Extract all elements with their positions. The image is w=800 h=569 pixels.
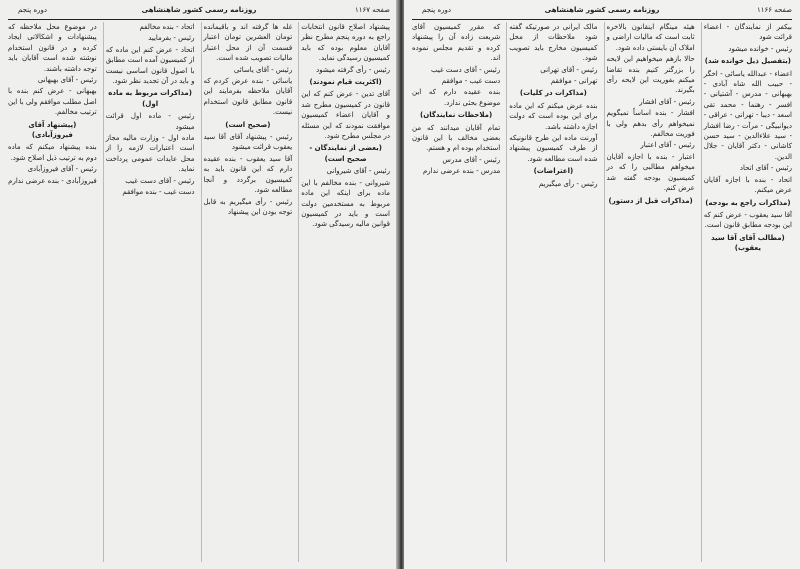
section-heading: (اکثریت قیام نمودند) (309, 78, 382, 87)
paragraph: شیروانی - بنده مخالفم با این ماده برای اینکه این ماده مربوط به مستخدمین دولت است و باید در کمیسیون قوانین مالیه رسیدگی شود. (301, 178, 390, 229)
paragraph: بنده عرض میکنم که این ماده برای این بوده است که دولت اجازه داشته باشد. (509, 101, 598, 131)
text-column (410, 22, 502, 562)
paragraph: افشار - بنده اساساً نمیگویم نمیخواهم رأی بدهم ولی با فوریت مخالفم. (606, 109, 695, 139)
right-newspaper-page (404, 0, 800, 569)
section-heading: (بتفصیل ذیل خوانده شد) (704, 57, 792, 66)
paragraph: حالا بازهم میخواهیم این لایحه را بزرگتر کنیم بنده تقاضا میکنم بفوریت این لایحه رأی بگیرند. (606, 55, 695, 95)
paragraph: بنده پیشنهاد میکنم که ماده دوم به ترتیب ذیل اصلاح شود. (8, 143, 97, 162)
paragraph: رئیس - آقای دست غیب (431, 65, 501, 74)
paragraph: تمام آقایان میدانند که من بعضی مخالف با این قانون استخدام بوده ام و هستم. (412, 123, 501, 153)
paragraph: رئیس - آقای اتحاد (739, 164, 792, 173)
paragraph: رئیس - ماده اول قرائت میشود (105, 112, 195, 131)
paragraph: فیروزآبادی - بنده عرضی ندارم (8, 176, 97, 185)
section-heading: (مطالب آقای آقا سید یعقوب) (710, 233, 785, 253)
section-heading: (ملاحظات نمایندگان) (420, 111, 493, 120)
section-heading: (اعتراضات) (533, 167, 574, 176)
paragraph: دست غیب - موافقم (441, 77, 501, 86)
paragraph: رئیس - آقای فیروزآبادی (27, 165, 97, 174)
paragraph: رئیس - آقای یاسائی (233, 65, 293, 74)
text-column (298, 22, 392, 562)
edition-label: دوره پنجم (422, 6, 452, 14)
paragraph: که مقرر کمیسیون آقای شریعت زاده آن را پیشنهاد کرده و تقدیم مجلس نموده اند. (412, 23, 501, 63)
section-heading: (پیشنهاد آقای فیروزآبادی) (28, 120, 77, 140)
paragraph: ماده اول - وزارت مالیه مجاز است اعتبارات لازمه را از محل عایدات عمومی پرداخت نماید. (105, 134, 195, 174)
section-heading: (مذاکرات در کلیات) (519, 89, 587, 98)
paragraph: دست غیب - بنده موافقم (122, 188, 195, 197)
paragraph: غله ها گرفته اند و باقیمانده تومان العشرین تومان اعتبار قسمت آن از محل اعتبار مالیات تصویب شده است. (203, 23, 293, 63)
paragraph: اتحاد - بنده با اجازه آقایان عرض میکنم. (703, 175, 792, 195)
paragraph: آورنت ماده این طرح قانونیکه از طرف کمیسیون پیشنهاد شده است مطالعه شود. (509, 134, 598, 163)
page-header (412, 4, 792, 18)
paragraph: اتحاد - بنده مخالفم (139, 23, 195, 31)
paragraph: اعتبار - بنده با اجازه آقایان میخواهم مطالبی را که در کمیسیون بودجه گفته شد عرض کنم. (606, 152, 695, 193)
section-heading: (صحیح است) (225, 120, 271, 129)
paragraph: رئیس - آقای مدرس (442, 155, 501, 164)
paragraph: هیئه مینگام اینقانون بالاخره ثابت است که مالیات اراضی و املاک آن بایستی داده شود. (606, 23, 695, 52)
paragraph: اعضاء - عبدالله یاسائی - اخگر - حبیب الله شاه آبادی - بهبهانی - مدرس - آشتیانی - افسر - رهنما - محمد تقی اسعد - دیبا - تهرانی - عراقی - دیوانبیگی - مرآت - رضا افشار - سید علاءالدین - سید حسن کاشانی - دکتر آقایان - جلال الدین. (703, 69, 792, 161)
paragraph: رئیس - رأی میگیریم (538, 179, 598, 188)
paragraph: آقا سید یعقوب - بنده عقیده دارم که این قانون باید به کمیسیون برگردد و آنجا مطالعه شود. (203, 154, 293, 195)
text-column (604, 22, 697, 562)
section-heading: (مذاکرات راجع به بودجه) (705, 198, 791, 207)
paragraph: رئیس - آقای افشار (639, 97, 695, 106)
section-heading: (مذاکرات مربوط به ماده اول) (108, 89, 192, 108)
text-column (6, 22, 99, 562)
paragraph: رئیس - خوانده میشود (728, 44, 792, 53)
paragraph: مالک ایرانی در صورتیکه گفته شود ملاحظات از محل کمیسیون مخارج باید تصویب شود. (509, 23, 598, 63)
newspaper-title: روزنامه رسمی کشور شاهنشاهی (544, 6, 660, 14)
text-columns (410, 22, 794, 562)
paragraph: اتحاد - عرض کنم این ماده که از کمیسیون آمده است مطابق با اصول قانون اساسی نیست و باید در آن تجدید نظر شود. (105, 45, 195, 86)
paragraph: آقا سید یعقوب - عرض کنم که این بودجه مطابق قانون است. (703, 210, 792, 230)
section-heading: (بعضی از نمایندگان - صحیح است) (309, 144, 382, 163)
paragraph: رئیس - آقای شیروانی (326, 167, 390, 176)
page-header (8, 4, 390, 18)
paragraph: رئیس - آقای دست غیب (125, 176, 195, 185)
paragraph: تهرانی - موافقم (550, 77, 598, 86)
page-number: صفحه ۱۱۶۷ (354, 6, 390, 14)
page-number: صفحه ۱۱۶۶ (756, 6, 792, 14)
paragraph: رئیس - رأی گرفته میشود (316, 65, 390, 74)
text-column (201, 22, 295, 562)
paragraph: آقای تدین - عرض کنم که این قانون در کمیسیون مطرح شد و آقایان اعضاء کمیسیون موافقت نمودند که این مسئله در مجلس مطرح شود. (301, 90, 390, 141)
paragraph: رئیس - رأی میگیریم به قابل توجه بودن این پیشنهاد (203, 197, 293, 216)
section-heading: (مذاکرات قبل از دستور) (608, 196, 693, 205)
text-columns (6, 22, 392, 562)
text-column (103, 22, 197, 562)
paragraph: مدرس - بنده عرضی ندارم (422, 167, 501, 176)
paragraph: پیشنهاد اصلاح قانون انتخابات راجع به دوره پنجم مطرح نظر آقایان معلوم بوده که باید کمیسیون رسیدگی نماید. (301, 23, 390, 63)
paragraph: یاسائی - بنده عرض کردم که آقایان ملاحظه بفرمایند این قانون مطابق قانون استخدام نیست. (203, 77, 293, 117)
edition-label: دوره پنجم (18, 6, 48, 14)
paragraph: رئیس - آقای تهرانی (540, 65, 598, 74)
paragraph: بیکفر از نمایندگان - اعضاء قرائت شود (703, 23, 792, 42)
left-newspaper-page (0, 0, 398, 569)
text-column (506, 22, 599, 562)
header-rule (412, 19, 792, 20)
paragraph: رئیس - بفرمایید (148, 34, 195, 43)
header-rule (8, 19, 390, 20)
paragraph: رئیس - آقای اعتبار (640, 141, 695, 150)
paragraph: بهبهانی - عرض کنم بنده با اصل مطلب موافقم ولی با این ترتیب مخالفم. (8, 87, 97, 117)
newspaper-title: روزنامه رسمی کشور شاهنشاهی (141, 6, 257, 14)
paragraph: بنده عقیده دارم که این موضوع بحثی ندارد. (412, 88, 501, 107)
text-column (701, 22, 794, 562)
paragraph: در موضوع محل ملاحظه که پیشنهادات و اشکالاتی ایجاد کرده و در قانون استخدام نوشته شده است آقایان باید توجه داشته باشند. (8, 23, 97, 73)
paragraph: رئیس - پیشنهاد آقای آقا سید یعقوب قرائت میشود (203, 133, 293, 152)
paragraph: رئیس - آقای بهبهانی (37, 76, 97, 85)
